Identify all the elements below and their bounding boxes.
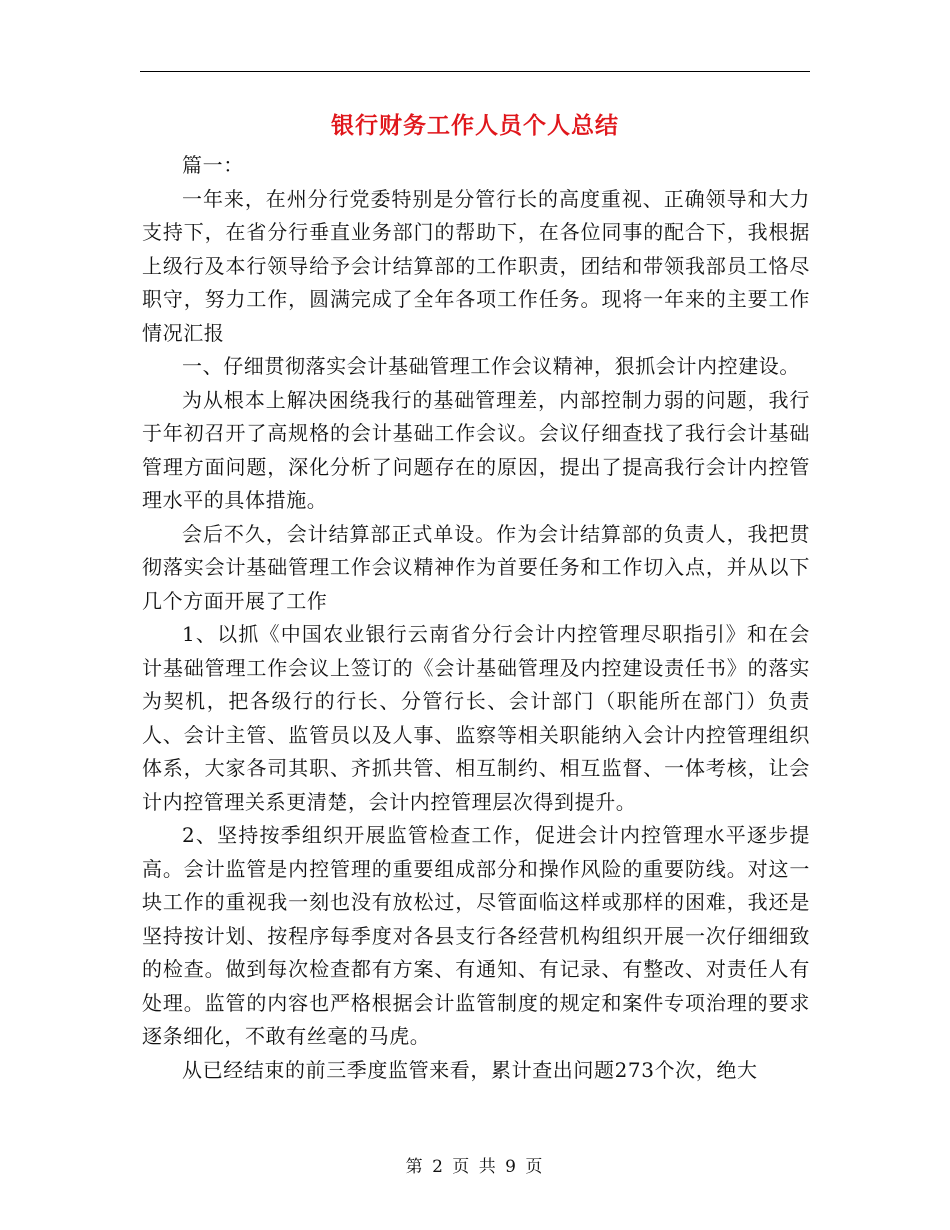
body-paragraph: 为从根本上解决困绕我行的基础管理差，内部控制力弱的问题，我行于年初召开了高规格的会计基础工作会议。会议仔细查找了我行会计基础管理方面问题，深化分析了问题存在的原因，提出了提高我行会计内控管理水平的具体措施。: [142, 387, 810, 512]
section-heading: 一、仔细贯彻落实会计基础管理工作会议精神，狠抓会计内控建设。: [182, 354, 800, 378]
body-paragraph: 1、以抓《中国农业银行云南省分行会计内控管理尽职指引》和在会计基础管理工作会议上签订的《会计基础管理及内控建设责任书》的落实为契机，把各级行的行长、分管行长、会计部门（职能所在部门）负责人、会计主管、监管员以及人事、监察等相关职能纳入会计内控管理组织体系，大家各司其职、齐抓共管、相互制约、相互监督、一体考核，让会计内控管理关系更清楚，会计内控管理层次得到提升。: [142, 622, 810, 814]
body-paragraph: 会后不久，会计结算部正式单设。作为会计结算部的负责人，我把贯彻落实会计基础管理工作会议精神作为首要任务和工作切入点，并从以下几个方面开展了工作: [142, 521, 810, 613]
body-paragraph: 2、坚持按季组织开展监管检查工作，促进会计内控管理水平逐步提高。会计监管是内控管理的重要组成部分和操作风险的重要防线。对这一块工作的重视我一刻也没有放松过，尽管面临这样或那样的困难，我还是坚持按计划、按程序每季度对各县支行各经营机构组织开展一次仔细细致的检查。做到每次检查都有方案、有通知、有记录、有整改、对责任人有处理。监管的内容也严格根据会计监管制度的规定和案件专项治理的要求逐条细化，不敢有丝毫的马虎。: [142, 823, 810, 1048]
body-paragraph: 从已经结束的前三季度监管来看，累计查出问题273个次，绝大: [182, 1057, 758, 1082]
page-footer: 第 2 页 共 9 页: [405, 1157, 545, 1177]
document-body: [142, 149, 810, 1087]
document-title: 银行财务工作人员个人总结: [331, 112, 619, 139]
header-rule: [140, 71, 810, 72]
section-label: 篇一：: [182, 153, 244, 177]
body-paragraph: 一年来，在州分行党委特别是分管行长的高度重视、正确领导和大力支持下，在省分行垂直业务部门的帮助下，在各位同事的配合下，我根据上级行及本行领导给予会计结算部的工作职责，团结和带领我部员工恪尽职守，努力工作，圆满完成了全年各项工作任务。现将一年来的主要工作情况汇报: [142, 186, 810, 345]
